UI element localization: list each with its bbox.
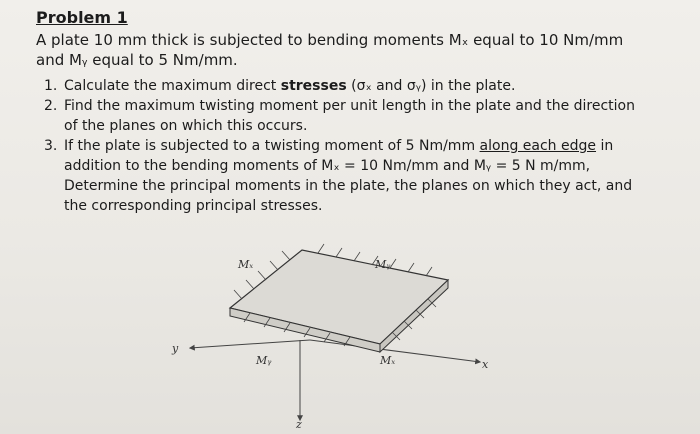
question-text: (σₓ and σᵧ) in the plate. xyxy=(346,78,516,94)
question-number: 2. xyxy=(44,98,58,114)
axis-y-label: y xyxy=(172,342,179,355)
label-my-bottom: Mᵧ xyxy=(256,354,272,367)
question-list xyxy=(36,76,636,216)
label-mx-top: Mₓ xyxy=(238,258,254,271)
question-text-bold: stresses xyxy=(280,78,347,94)
question-item-2 xyxy=(36,96,636,136)
problem-title: Problem 1 xyxy=(36,8,128,27)
question-number: 1. xyxy=(44,78,58,94)
y-axis-line xyxy=(190,340,310,348)
question-text: If the plate is subjected to a twisting moment of 5 Nm/mm xyxy=(64,138,480,154)
plate-diagram xyxy=(160,240,500,430)
question-text-underlined: along each edge xyxy=(479,138,597,154)
question-item-1 xyxy=(36,76,636,96)
plate-top-face xyxy=(230,250,448,344)
question-item-3 xyxy=(36,136,636,216)
axis-z-label: z xyxy=(296,418,302,430)
question-text: Calculate the maximum direct xyxy=(64,78,281,94)
question-text: in addition to the bending moments of Mₓ = 10 Nm/mm and Mᵧ = 5 N m/mm, Determine the principal moments in the plate, the planes on which they act, and the corresponding principal stresses. xyxy=(64,138,633,214)
axis-x-label: x xyxy=(482,358,489,371)
problem-intro: A plate 10 mm thick is subjected to bending moments Mₓ equal to 10 Nm/mm and Mᵧ equal to 5 Nm/mm. xyxy=(36,31,624,69)
question-number: 3. xyxy=(44,138,58,154)
question-text: Find the maximum twisting moment per unit length in the plate and the direction of the planes on which this occurs. xyxy=(64,98,635,134)
label-my-top: Mᵧ xyxy=(375,258,391,271)
label-mx-bottom: Mₓ xyxy=(380,354,396,367)
